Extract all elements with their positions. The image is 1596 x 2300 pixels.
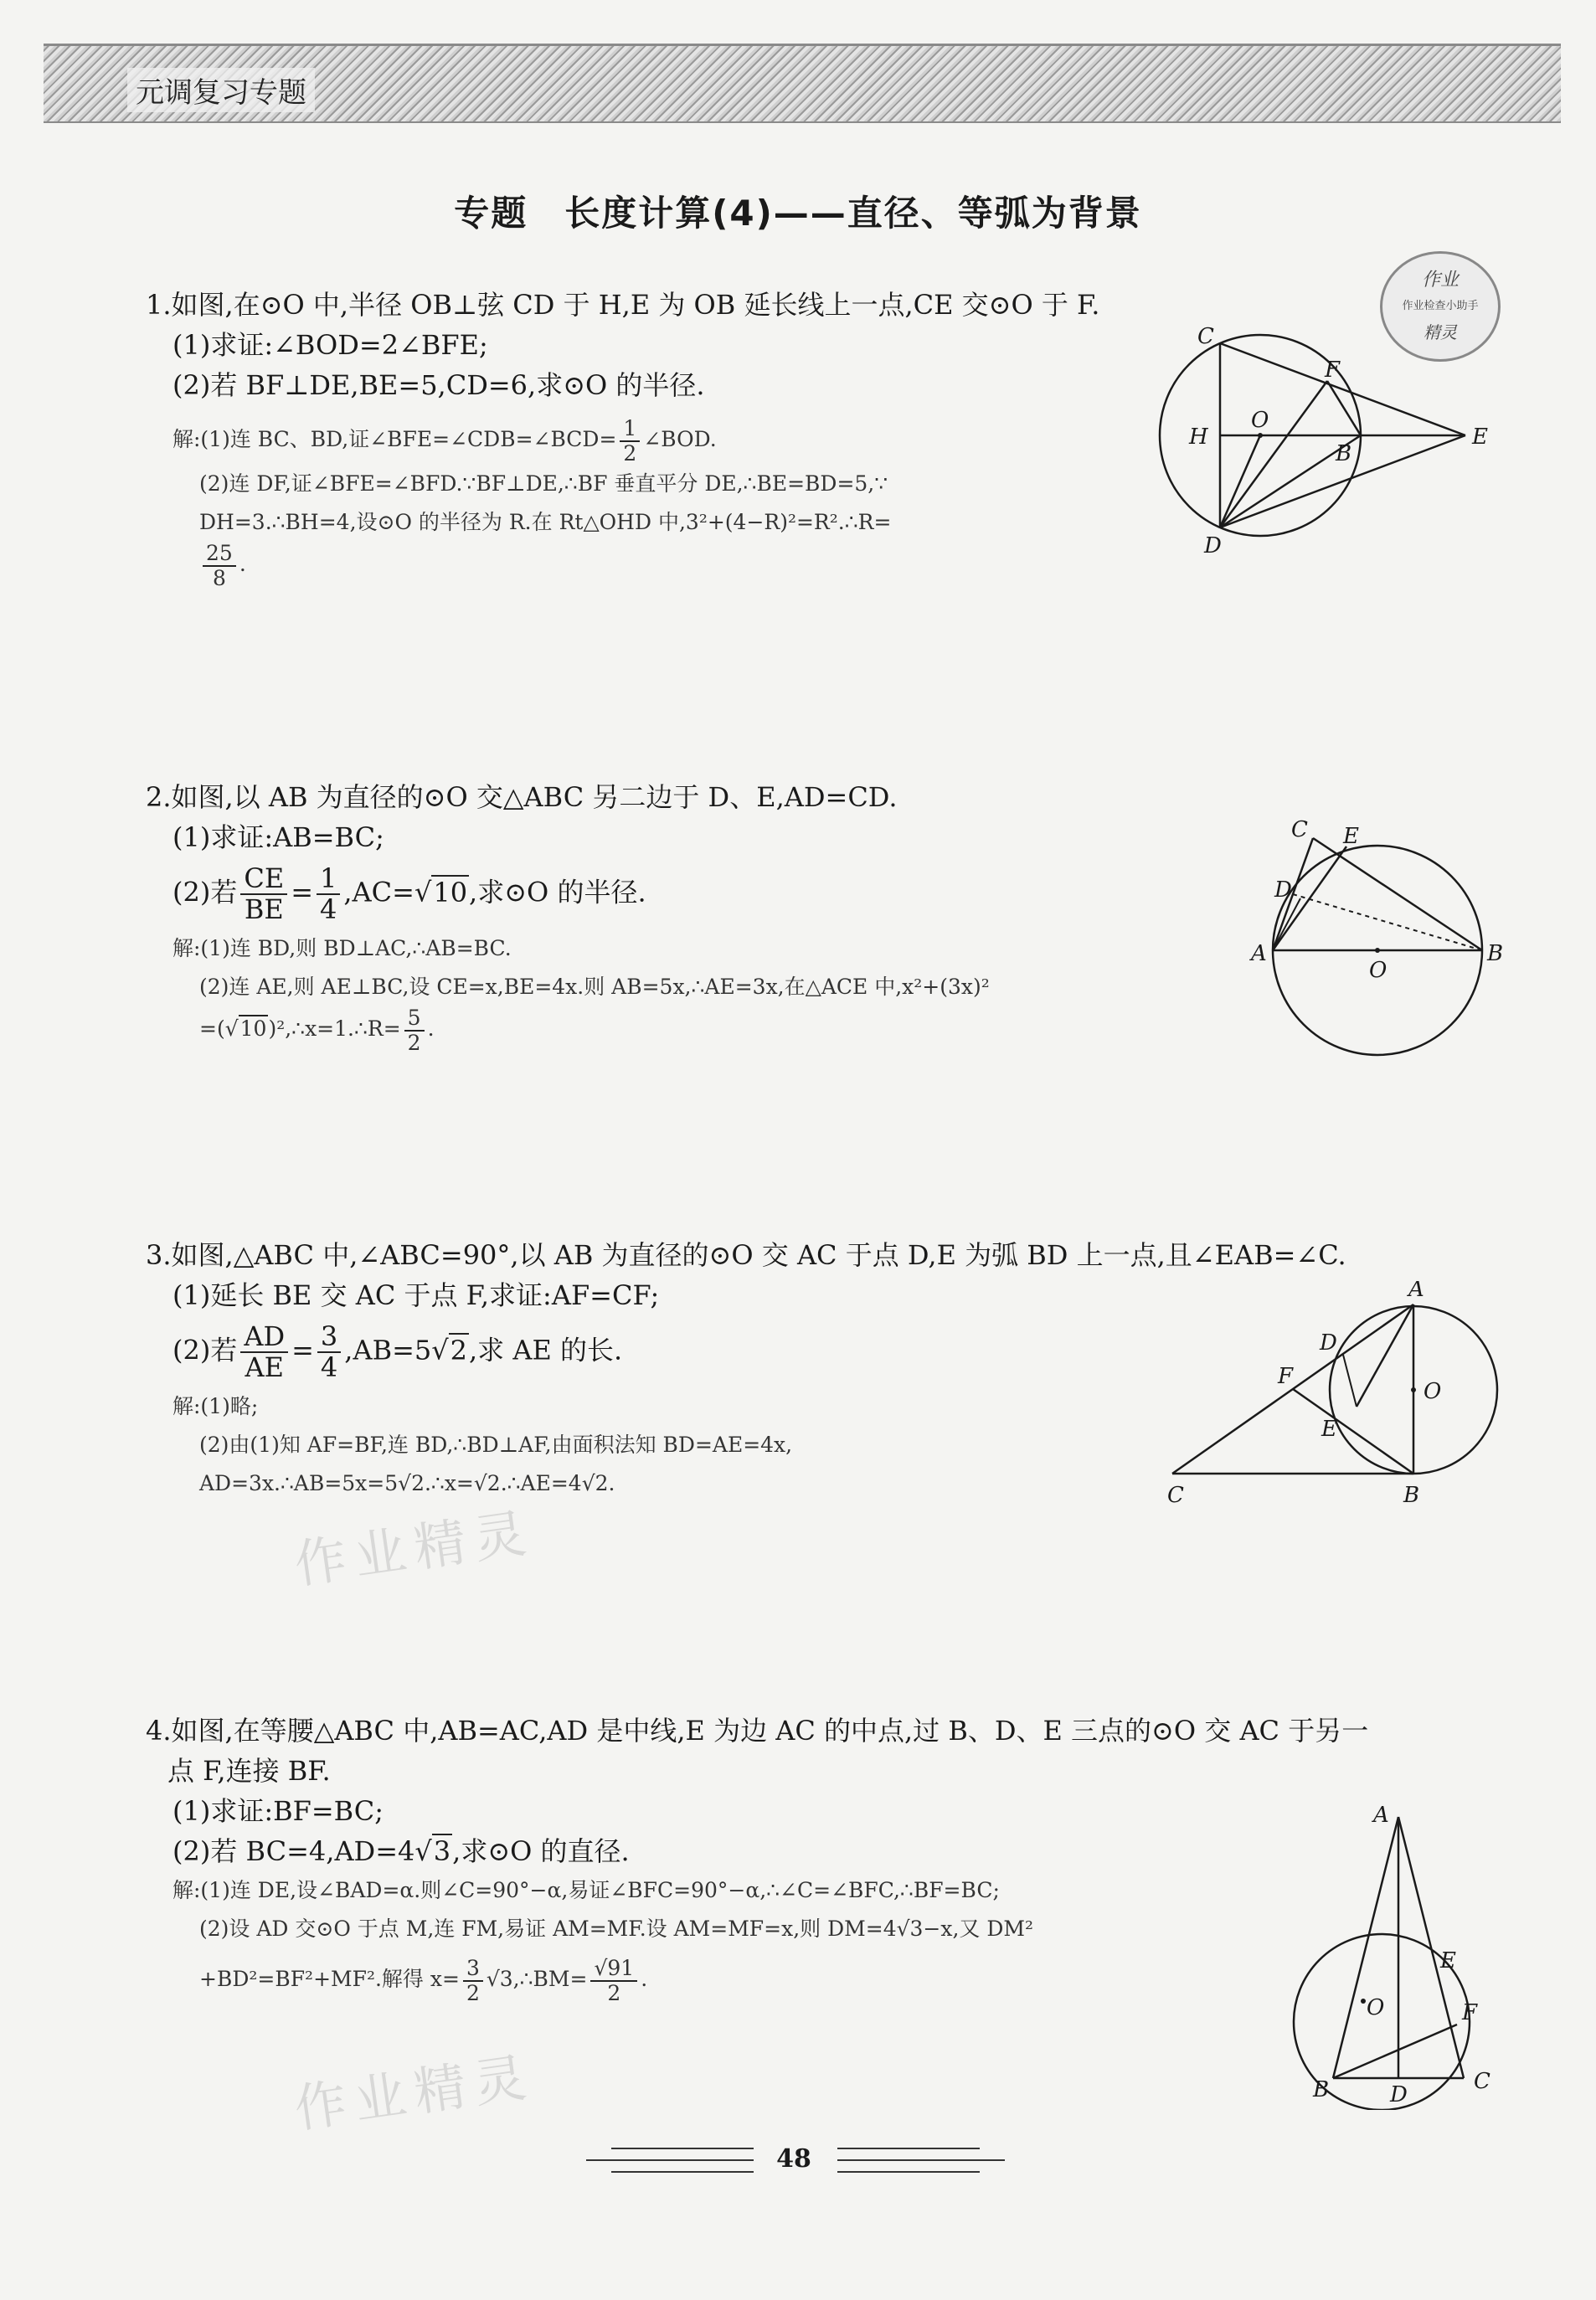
watermark-2: 作业精灵 — [291, 2045, 538, 2140]
q2-s2-num: 5 — [404, 1006, 425, 1032]
q1-solution-2c — [146, 542, 1176, 589]
q4-solution-2a: (2)设 AD 交⊙O 于点 M,连 FM,易证 AM=MF.设 AM=MF=x,则 DM=4√3−x,又 DM² — [199, 1917, 1034, 1941]
q1-line-df — [1220, 381, 1327, 527]
q2-p2-pre: (2)若 — [172, 876, 238, 908]
q1-label-o: O — [1251, 408, 1269, 433]
q1-solution-2a: (2)连 DF,证∠BFE=∠BFD.∵BF⊥DE,∴BF 垂直平分 DE,∴BE=BD=5,∵ — [199, 471, 888, 496]
q2-p2-fraction2 — [317, 864, 340, 924]
q3-solution-2b: AD=3x.∴AB=5x=5√2.∴x=√2.∴AE=4√2. — [199, 1471, 615, 1496]
q3-center-dot — [1411, 1387, 1416, 1392]
q4-s2-fraction2 — [590, 1957, 637, 2004]
footer-rule-right-2 — [837, 2159, 1005, 2161]
q4-solution-1: 解:(1)连 DE,设∠BAD=α.则∠C=90°−α,易证∠BFC=90°−α,∴∠C=∠BFC,∴BF=BC; — [172, 1878, 1000, 1902]
q2-label-a: A — [1251, 941, 1267, 966]
q1-s1-den: 2 — [623, 440, 637, 466]
q2-part1: (1)求证:AB=BC; — [172, 821, 384, 853]
q2-label-o: O — [1369, 958, 1387, 983]
q3-p2-fraction2 — [317, 1322, 341, 1382]
q3-label-c: C — [1167, 1483, 1184, 1507]
q4-s2-num: 3 — [463, 1957, 483, 1982]
q3-label-f: F — [1278, 1364, 1294, 1389]
q2-s2b-pre: =(√ — [199, 1016, 239, 1042]
q4-label-e: E — [1440, 1948, 1456, 1973]
q1-solution-1 — [146, 417, 1176, 465]
q4-stem-2: 点 F,连接 BF. — [167, 1755, 331, 1787]
q2-label-b: B — [1487, 941, 1504, 966]
q4-part1: (1)求证:BF=BC; — [172, 1795, 384, 1827]
q4-s2-num2: √91 — [590, 1957, 637, 1982]
q3-figure — [1164, 1281, 1507, 1507]
q2-s2-den: 2 — [407, 1030, 421, 1055]
q4-s2-end: . — [641, 1967, 648, 1991]
q2-label-d: D — [1274, 877, 1292, 903]
q2-s2-fraction — [404, 1006, 425, 1054]
q1-center-dot — [1258, 433, 1263, 438]
q2-p2-fraction1 — [240, 864, 287, 924]
question-2 — [146, 777, 1176, 1054]
q4-center-dot — [1361, 1999, 1366, 2004]
page-number: 48 — [776, 2144, 811, 2174]
q1-part2: (2)若 BF⊥DE,BE=5,CD=6,求⊙O 的半径. — [172, 369, 705, 401]
q3-stem: 3.如图,△ABC 中,∠ABC=90°,以 AB 为直径的⊙O 交 AC 于点 D,E 为弧 BD 上一点,且∠EAB=∠C. — [146, 1239, 1346, 1271]
header-band — [44, 44, 1561, 123]
q3-label-a: A — [1408, 1281, 1424, 1302]
q4-label-b: B — [1313, 2077, 1330, 2102]
q4-s2b-pre: +BD²=BF²+MF².解得 x= — [199, 1967, 460, 1991]
q3-p2-den2: 4 — [320, 1351, 338, 1384]
watermark-1: 作业精灵 — [291, 1501, 538, 1596]
q4-label-a: A — [1373, 1803, 1389, 1828]
q3-part2 — [146, 1322, 1176, 1382]
q1-part1: (1)求证:∠BOD=2∠BFE; — [172, 329, 488, 361]
q3-p2-fraction1 — [240, 1322, 288, 1382]
footer-rule-left-2 — [586, 2159, 754, 2161]
q2-stem: 2.如图,以 AB 为直径的⊙O 交△ABC 另二边于 D、E,AD=CD. — [146, 781, 898, 813]
q2-part2 — [146, 864, 1176, 924]
q2-solution-2b — [146, 1006, 1176, 1054]
q2-solution-2a: (2)连 AE,则 AE⊥BC,设 CE=x,BE=4x.则 AB=5x,∴AE=3x,在△ACE 中,x²+(3x)² — [199, 975, 990, 1000]
q2-center-dot — [1375, 948, 1380, 953]
q4-label-f: F — [1462, 2000, 1478, 2025]
q4-s2-den: 2 — [466, 1980, 480, 2005]
footer-rule-right-3 — [837, 2171, 980, 2173]
q4-label-d: D — [1390, 2082, 1408, 2107]
q4-s2-den2: 2 — [607, 1980, 621, 2005]
q3-line-ae — [1357, 1304, 1413, 1407]
q1-s2-fraction — [203, 542, 236, 589]
footer-rule-right-1 — [837, 2148, 980, 2149]
q1-label-e: E — [1472, 424, 1488, 450]
footer-rule-left-1 — [611, 2148, 754, 2149]
q2-p2-post: ,求⊙O 的半径. — [469, 876, 646, 908]
question-1 — [146, 285, 1176, 589]
q2-s2b-radicand: 10 — [239, 1016, 267, 1042]
q3-label-d: D — [1320, 1330, 1337, 1356]
q3-p2-num2: 3 — [317, 1322, 341, 1353]
q2-label-e: E — [1343, 824, 1359, 849]
q3-p2-post: ,求 AE 的长. — [469, 1334, 623, 1366]
q3-solution-2a: (2)由(1)知 AF=BF,连 BD,∴BD⊥AF,由面积法知 BD=AE=4x, — [199, 1433, 793, 1458]
q2-p2-mid: ,AC=√ — [343, 876, 432, 908]
page-footer — [0, 2122, 1596, 2198]
q2-s2-end: . — [427, 1016, 435, 1042]
q4-stem-1: 4.如图,在等腰△ABC 中,AB=AC,AD 是中线,E 为边 AC 的中点,过 B、D、E 三点的⊙O 交 AC 于另一 — [146, 1715, 1369, 1747]
stamp-line1: 作业 — [1421, 270, 1459, 291]
section-tag: 元调复习专题 — [127, 68, 315, 112]
q4-p2-post: ,求⊙O 的直径. — [452, 1835, 630, 1867]
q1-label-h: H — [1189, 424, 1208, 450]
q1-label-b: B — [1336, 441, 1352, 466]
q4-figure — [1264, 1800, 1516, 2110]
q2-figure — [1239, 816, 1507, 1059]
q2-dashed-db — [1293, 894, 1482, 950]
q3-p2-mid: ,AB=5√ — [344, 1334, 449, 1366]
q4-s2b-mid: √3,∴BM= — [486, 1967, 588, 1991]
q3-line-fb — [1293, 1389, 1413, 1474]
question-3 — [146, 1235, 1346, 1503]
q2-p2-num: CE — [240, 864, 287, 895]
q1-s2-den: 8 — [212, 565, 226, 590]
page-title: 专题 长度计算(4)——直径、等弧为背景 — [454, 193, 1142, 234]
q1-s1-num: 1 — [620, 417, 640, 442]
q1-s2-end: . — [239, 552, 246, 576]
q2-p2-den2: 4 — [320, 893, 337, 926]
q3-label-b: B — [1403, 1483, 1420, 1507]
q1-solution-2b: DH=3.∴BH=4,设⊙O 的半径为 R.在 Rt△OHD 中,3²+(4−R)²=R².∴R= — [199, 510, 892, 534]
q2-p2-num2: 1 — [317, 864, 340, 895]
q1-label-d: D — [1204, 533, 1222, 558]
q3-label-e: E — [1321, 1417, 1337, 1442]
q1-label-f: F — [1325, 358, 1341, 383]
stamp-line3: 精灵 — [1424, 322, 1457, 342]
q2-line-cb — [1313, 838, 1482, 950]
q4-label-o: O — [1367, 1995, 1385, 2020]
q2-p2-den: BE — [244, 893, 284, 926]
q3-p2-radicand: 2 — [450, 1334, 467, 1366]
q3-label-o: O — [1424, 1379, 1442, 1404]
q3-solution-1: 解:(1)略; — [172, 1394, 259, 1419]
q1-s2-num: 25 — [203, 542, 236, 567]
q2-p2-eq: = — [291, 876, 313, 908]
q2-s2b-mid: )²,∴x=1.∴R= — [268, 1016, 401, 1042]
q4-s2-fraction1 — [463, 1957, 483, 2004]
q4-line-ac — [1398, 1817, 1464, 2078]
q1-s1-fraction — [620, 417, 640, 465]
q4-p2-radicand: 3 — [433, 1835, 451, 1867]
q2-label-c: C — [1291, 817, 1308, 842]
q4-line-ab — [1333, 1817, 1398, 2078]
q4-label-c: C — [1474, 2069, 1490, 2094]
q3-p2-num: AD — [240, 1322, 288, 1353]
q4-p2-pre: (2)若 BC=4,AD=4√ — [172, 1835, 432, 1867]
q1-s1-pre: 解:(1)连 BC、BD,证∠BFE=∠CDB=∠BCD= — [172, 427, 617, 451]
q3-p2-eq: = — [291, 1334, 314, 1366]
stamp-line2: 作业检查小助手 — [1402, 300, 1479, 312]
q2-p2-radicand: 10 — [433, 876, 468, 908]
q3-p2-den: AE — [245, 1351, 284, 1384]
q1-label-c: C — [1197, 324, 1214, 349]
q2-solution-1: 解:(1)连 BD,则 BD⊥AC,∴AB=BC. — [172, 936, 512, 961]
footer-rule-left-3 — [611, 2171, 754, 2173]
q3-p2-pre: (2)若 — [172, 1334, 238, 1366]
q4-line-bf — [1333, 2025, 1457, 2078]
q1-s1-post: ∠BOD. — [643, 427, 717, 451]
q3-part1: (1)延长 BE 交 AC 于点 F,求证:AF=CF; — [172, 1279, 660, 1311]
q1-stem: 1.如图,在⊙O 中,半径 OB⊥弦 CD 于 H,E 为 OB 延长线上一点,CE 交⊙O 于 F. — [146, 289, 1100, 321]
q3-line-de — [1343, 1355, 1357, 1407]
q1-figure — [1147, 318, 1499, 561]
